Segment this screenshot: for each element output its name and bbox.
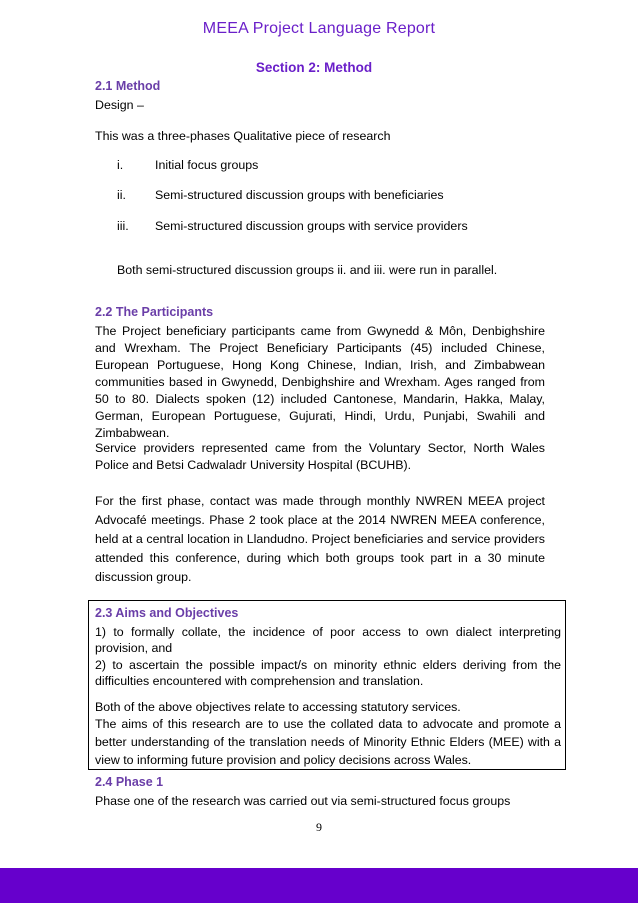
method-intro: This was a three-phases Qualitative piece of research [95,129,391,143]
phases-paragraph: For the first phase, contact was made through monthly NWREN MEEA project Advocafé meetings. Phase 2 took place at the 2014 NWREN MEEA conference, held at a central location in Llandudno. Project beneficiaries and service providers attended this conference, during which both groups took part in a 30 minute discussion group. [95,494,545,584]
design-label: Design – [95,98,144,112]
list-item-text: Initial focus groups [155,158,259,172]
participants-paragraph: The Project beneficiary participants came from Gwynedd & Môn, Denbighshire and Wrexham. The Project Beneficiary Participants (45) included Chinese, European Portuguese, Hong Kong Chinese, Indian, Irish, and Zimbabwean communities based in Gwynedd, Denbighshire and Wrexham. Ages ranged from 50 to 80. Dialects spoken (12) included Cantonese, Mandarin, Hakka, Malay, German, European Portuguese, Gujurati, Hindi, Urdu, Punjabi, Swahili and Zimbabwean. [95,324,545,440]
method-heading: 2.1 Method [95,79,161,93]
section-title: Section 2: Method [255,60,373,75]
aims-heading: 2.3 Aims and Objectives [95,606,239,620]
list-item-text: Semi-structured discussion groups with beneficiaries [155,188,444,202]
parallel-note: Both semi-structured discussion groups ii. and iii. were run in parallel. [117,263,498,277]
list-item-text: Semi-structured discussion groups with service providers [155,219,468,233]
participants-heading: 2.2 The Participants [95,305,214,319]
statutory-note: Both of the above objectives relate to accessing statutory services. [95,700,461,714]
objective-2: 2) to ascertain the possible impact/s on minority ethnic elders deriving from the difficulties encountered with comprehension and translation. [95,658,561,688]
phase1-heading: 2.4 Phase 1 [95,775,164,789]
list-item-number: ii. [117,188,126,202]
page-number: 9 [316,820,322,834]
service-providers-paragraph: Service providers represented came from the Voluntary Sector, North Wales Police and Betsi Cadwaladr University Hospital (BCUHB). [95,441,545,472]
objective-1: 1) to formally collate, the incidence of poor access to own dialect interpreting provision, and [95,625,561,655]
footer-bar [0,868,638,903]
list-item-number: iii. [117,219,129,233]
phase1-text: Phase one of the research was carried out via semi-structured focus groups [95,794,511,808]
list-item-number: i. [117,158,124,172]
document-header: MEEA Project Language Report [202,20,436,37]
aims-purpose: The aims of this research are to use the collated data to advocate and promote a better understanding of the translation needs of Minority Ethnic Elders (MEE) with a view to informing future provision and policy decisions across Wales. [95,717,561,767]
